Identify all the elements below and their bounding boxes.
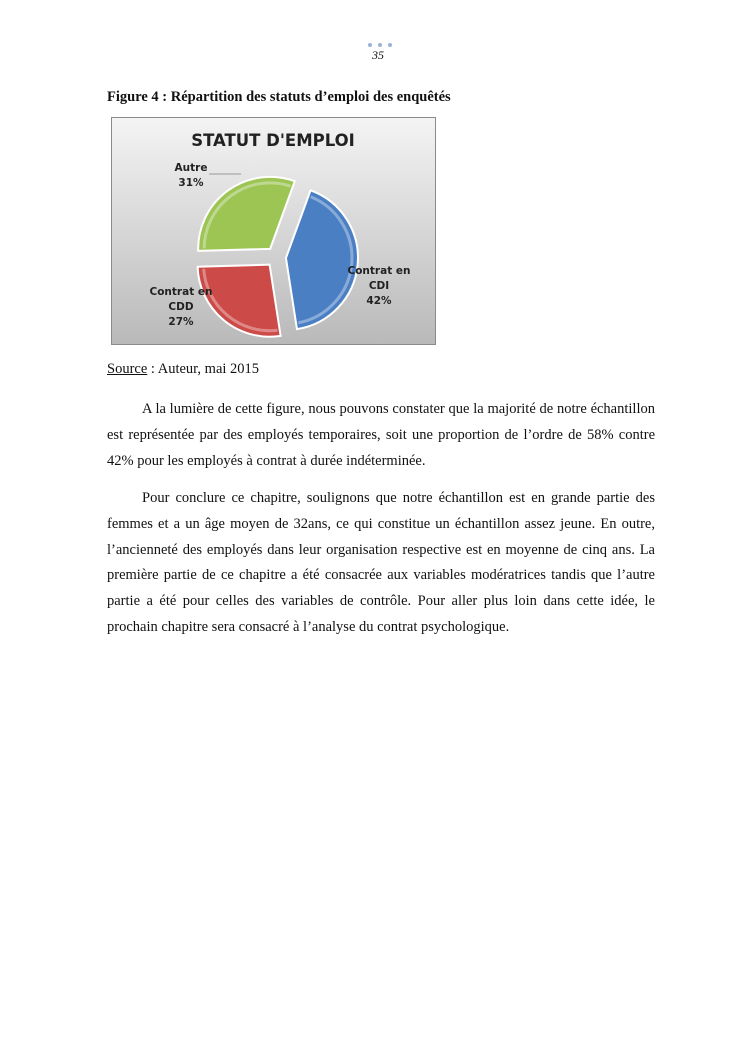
slice-label-2: Contrat en CDD 27% — [149, 286, 213, 328]
employment-status-pie-chart — [111, 117, 436, 345]
source-text: : Auteur, mai 2015 — [147, 361, 260, 377]
paragraph-2: Pour conclure ce chapitre, soulignons que notre échantillon est en grande partie des femmes et a un âge moyen de 32ans, ce qui constitue un échantillon assez jeune. En outre, l’ancienneté des employés dans leur organisation respective est en moyenne de cinq ans. La première partie de ce chapitre a été consacrée aux variables modératrices tandis que l’autre partie a été pour celles des variables de contrôle. Pour aller plus loin dans cette idée, le prochain chapitre sera consacré à l’analyse du contrat psychologique. — [107, 490, 655, 635]
figure-caption: Figure 4 : Répartition des statuts d’emploi des enquêtés — [107, 89, 451, 105]
page-number: 35 — [372, 48, 384, 62]
source-label: Source — [107, 361, 148, 377]
paragraph-1: A la lumière de cette figure, nous pouvons constater que la majorité de notre échantillon est représentée par des employés temporaires, soit une proportion de l’ordre de 58% contre 42% pour les employés à contrat à durée indéterminée. — [107, 401, 655, 469]
figure-source — [107, 361, 259, 378]
slice-label-3: Autre 31% — [174, 162, 208, 189]
slice-label-1: Contrat en CDI 42% — [347, 265, 411, 307]
chart-title: STATUT D'EMPLOI — [191, 131, 355, 150]
